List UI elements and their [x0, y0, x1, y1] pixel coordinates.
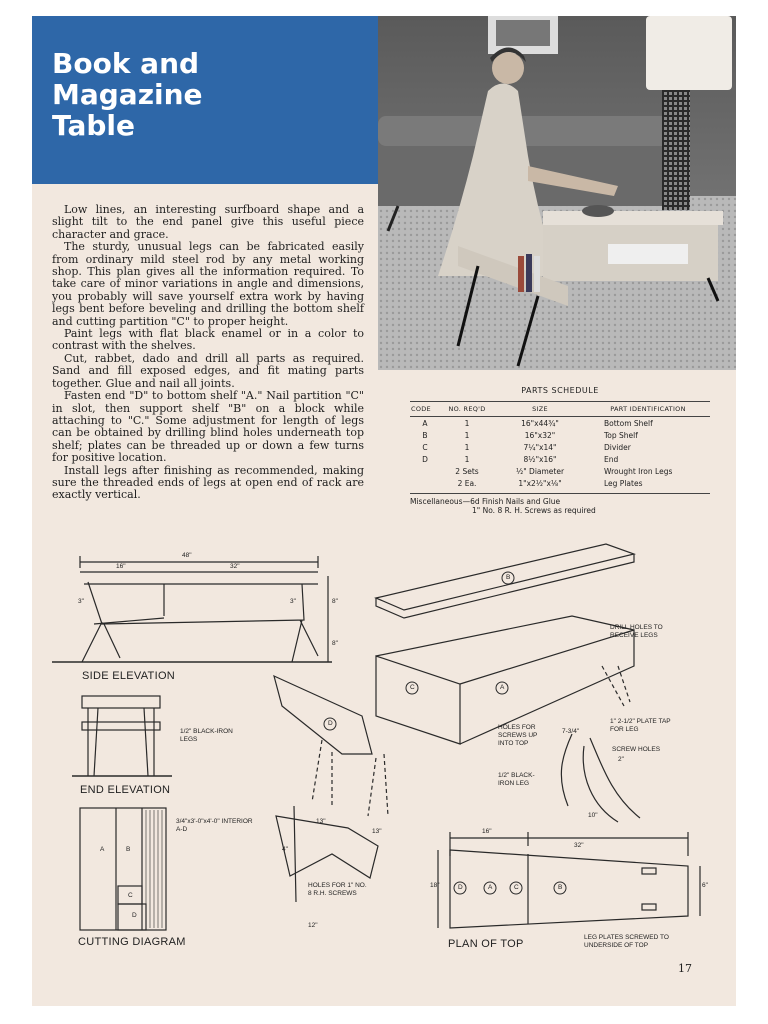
black-iron-legs-note: 1/2" BLACK-IRON LEGS [180, 728, 233, 743]
cell-code: C [422, 442, 428, 452]
cutting-diagram-label: CUTTING DIAGRAM [78, 936, 186, 948]
cell-code: A [422, 418, 428, 428]
paragraph: Paint legs with flat black enamel or in a color to contrast with the shelves. [52, 327, 364, 353]
cell-qty: 2 Sets [455, 466, 479, 476]
cell-part: Bottom Shelf [604, 418, 653, 428]
misc-line: 1" No. 8 R. H. Screws as required [472, 506, 596, 515]
cell-qty: 1 [464, 442, 470, 452]
magazine-page [32, 16, 736, 1006]
interior-plywood-note: 3/4"x3'-0"x4'-0" INTERIOR A-D [176, 818, 253, 833]
cut-part-a-label: A [100, 846, 105, 853]
cell-size: 8½"x16" [523, 454, 557, 464]
dimension-13: 13" [372, 828, 382, 835]
cell-part: Top Shelf [604, 430, 638, 440]
plan-callout-d: D [458, 884, 463, 891]
paragraph: Fasten end "D" to bottom shelf "A." Nail partition "C" in slot, then support shelf "B" on a block while attaching to "C." Some adjustment for length of legs can be obtained by drilling blind holes underneath top shelf; plates can be threaded up or down a few turns for positive location. [52, 389, 364, 465]
dimension-32: 32" [230, 563, 240, 570]
cell-size: 16"x32" [524, 430, 556, 440]
dimension-2: 2" [618, 756, 624, 763]
dimension-12: 12" [308, 922, 318, 929]
plan-callout-b: B [558, 884, 563, 891]
callout-c: C [410, 684, 415, 691]
cell-code: B [422, 430, 428, 440]
cut-part-d-label: D [132, 912, 137, 919]
cell-size: 1"x2½"x⅛" [518, 478, 562, 488]
paragraph: Low lines, an interesting surfboard shape and a slight tilt to the end panel give this useful piece character and grace. [52, 203, 364, 241]
header-part-identification: PART IDENTIFICATION [586, 402, 710, 417]
plan-of-top-drawing [438, 832, 700, 928]
header-no-reqd: NO. REQ'D [440, 402, 494, 417]
plan-dimension-6: 6" [702, 882, 708, 889]
side-elevation-drawing [52, 556, 332, 662]
cell-code: D [422, 454, 428, 464]
misc-line: Miscellaneous—6d Finish Nails and Glue [410, 497, 561, 506]
holes-for-screws-note: HOLES FOR SCREWS UP INTO TOP [498, 724, 538, 747]
dimension-3: 3" [78, 598, 84, 605]
cell-size: 7¼"x14" [523, 442, 557, 452]
dimension-8: 8" [332, 640, 338, 647]
cell-qty: 1 [464, 418, 470, 428]
paragraph: Install legs after finishing as recommended, making sure the threaded ends of legs at open end of rack are exactly vertical. [52, 463, 364, 502]
cutting-diagram-drawing [80, 808, 166, 930]
header-code: CODE [410, 402, 440, 417]
paragraph: The sturdy, unusual legs can be fabricated easily from ordinary mild steel rod by any metal working shop. This plan gives all the information required. To take care of minor variations in angle and dimensions, you probably will save yourself extra work by having legs bent before beveling and drilling the bottom shelf and cutting partition "C" to proper height. [52, 240, 364, 328]
side-elevation-label: SIDE ELEVATION [82, 670, 176, 682]
cell-size: ½" Diameter [515, 466, 565, 476]
dimension-16: 16" [116, 563, 126, 570]
callout-a: A [500, 684, 505, 691]
end-elevation-drawing [72, 696, 172, 776]
dimension-8: 8" [332, 598, 338, 605]
cell-size: 16"x44¾" [521, 418, 559, 428]
dimension-48: 48" [182, 552, 192, 559]
paragraph: Cut, rabbet, dado and drill all parts as required. Sand and fill exposed edges, and fit mating parts together. Glue and nail all joints. [52, 351, 364, 390]
parts-schedule-title: PARTS SCHEDULE [521, 386, 599, 395]
title-line: Magazine [52, 78, 203, 111]
plan-callout-a: A [488, 884, 493, 891]
cell-qty: 2 Ea. [457, 478, 477, 488]
cut-part-b-label: B [126, 846, 131, 853]
cell-part: End [604, 454, 619, 464]
leg-plates-screwed-note: LEG PLATES SCREWED TO UNDERSIDE OF TOP [584, 934, 669, 949]
title-line: Book and [52, 47, 200, 80]
holes-for-no8-note: HOLES FOR 1" NO. 8 R.H. SCREWS [308, 882, 367, 897]
callout-d: D [328, 720, 333, 727]
construction-drawings [32, 16, 736, 1006]
cell-part: Leg Plates [604, 478, 643, 488]
dimension-7-3-4: 7-3/4" [562, 728, 580, 735]
dimension-10: 10" [588, 812, 598, 819]
drill-holes-note: DRILL HOLES TO RECEIVE LEGS [610, 624, 663, 639]
screw-holes-note: SCREW HOLES [612, 746, 661, 753]
plan-dimension-32: 32" [574, 842, 584, 849]
cell-qty: 1 [464, 430, 470, 440]
dimension-3: 3" [290, 598, 296, 605]
title-line: Table [52, 109, 136, 142]
plan-callout-c: C [514, 884, 519, 891]
plan-of-top-label: PLAN OF TOP [448, 938, 524, 950]
dimension-4: 4" [282, 846, 288, 853]
callout-b: B [506, 574, 511, 581]
dimension-13: 13" [316, 818, 326, 825]
plate-note: 1" 2-1/2" PLATE TAP FOR LEG [610, 718, 671, 733]
plan-dimension-16: 16" [482, 828, 492, 835]
plan-dimension-18: 18" [430, 882, 440, 889]
cell-part: Divider [604, 442, 631, 452]
end-elevation-label: END ELEVATION [80, 784, 171, 796]
black-iron-leg-note: 1/2" BLACK-IRON LEG [498, 772, 535, 787]
header-size: SIZE [494, 402, 586, 417]
cell-qty: 1 [464, 454, 470, 464]
page-number: 17 [678, 962, 692, 975]
cell-part: Wrought Iron Legs [604, 466, 673, 476]
cut-part-c-label: C [128, 892, 133, 899]
